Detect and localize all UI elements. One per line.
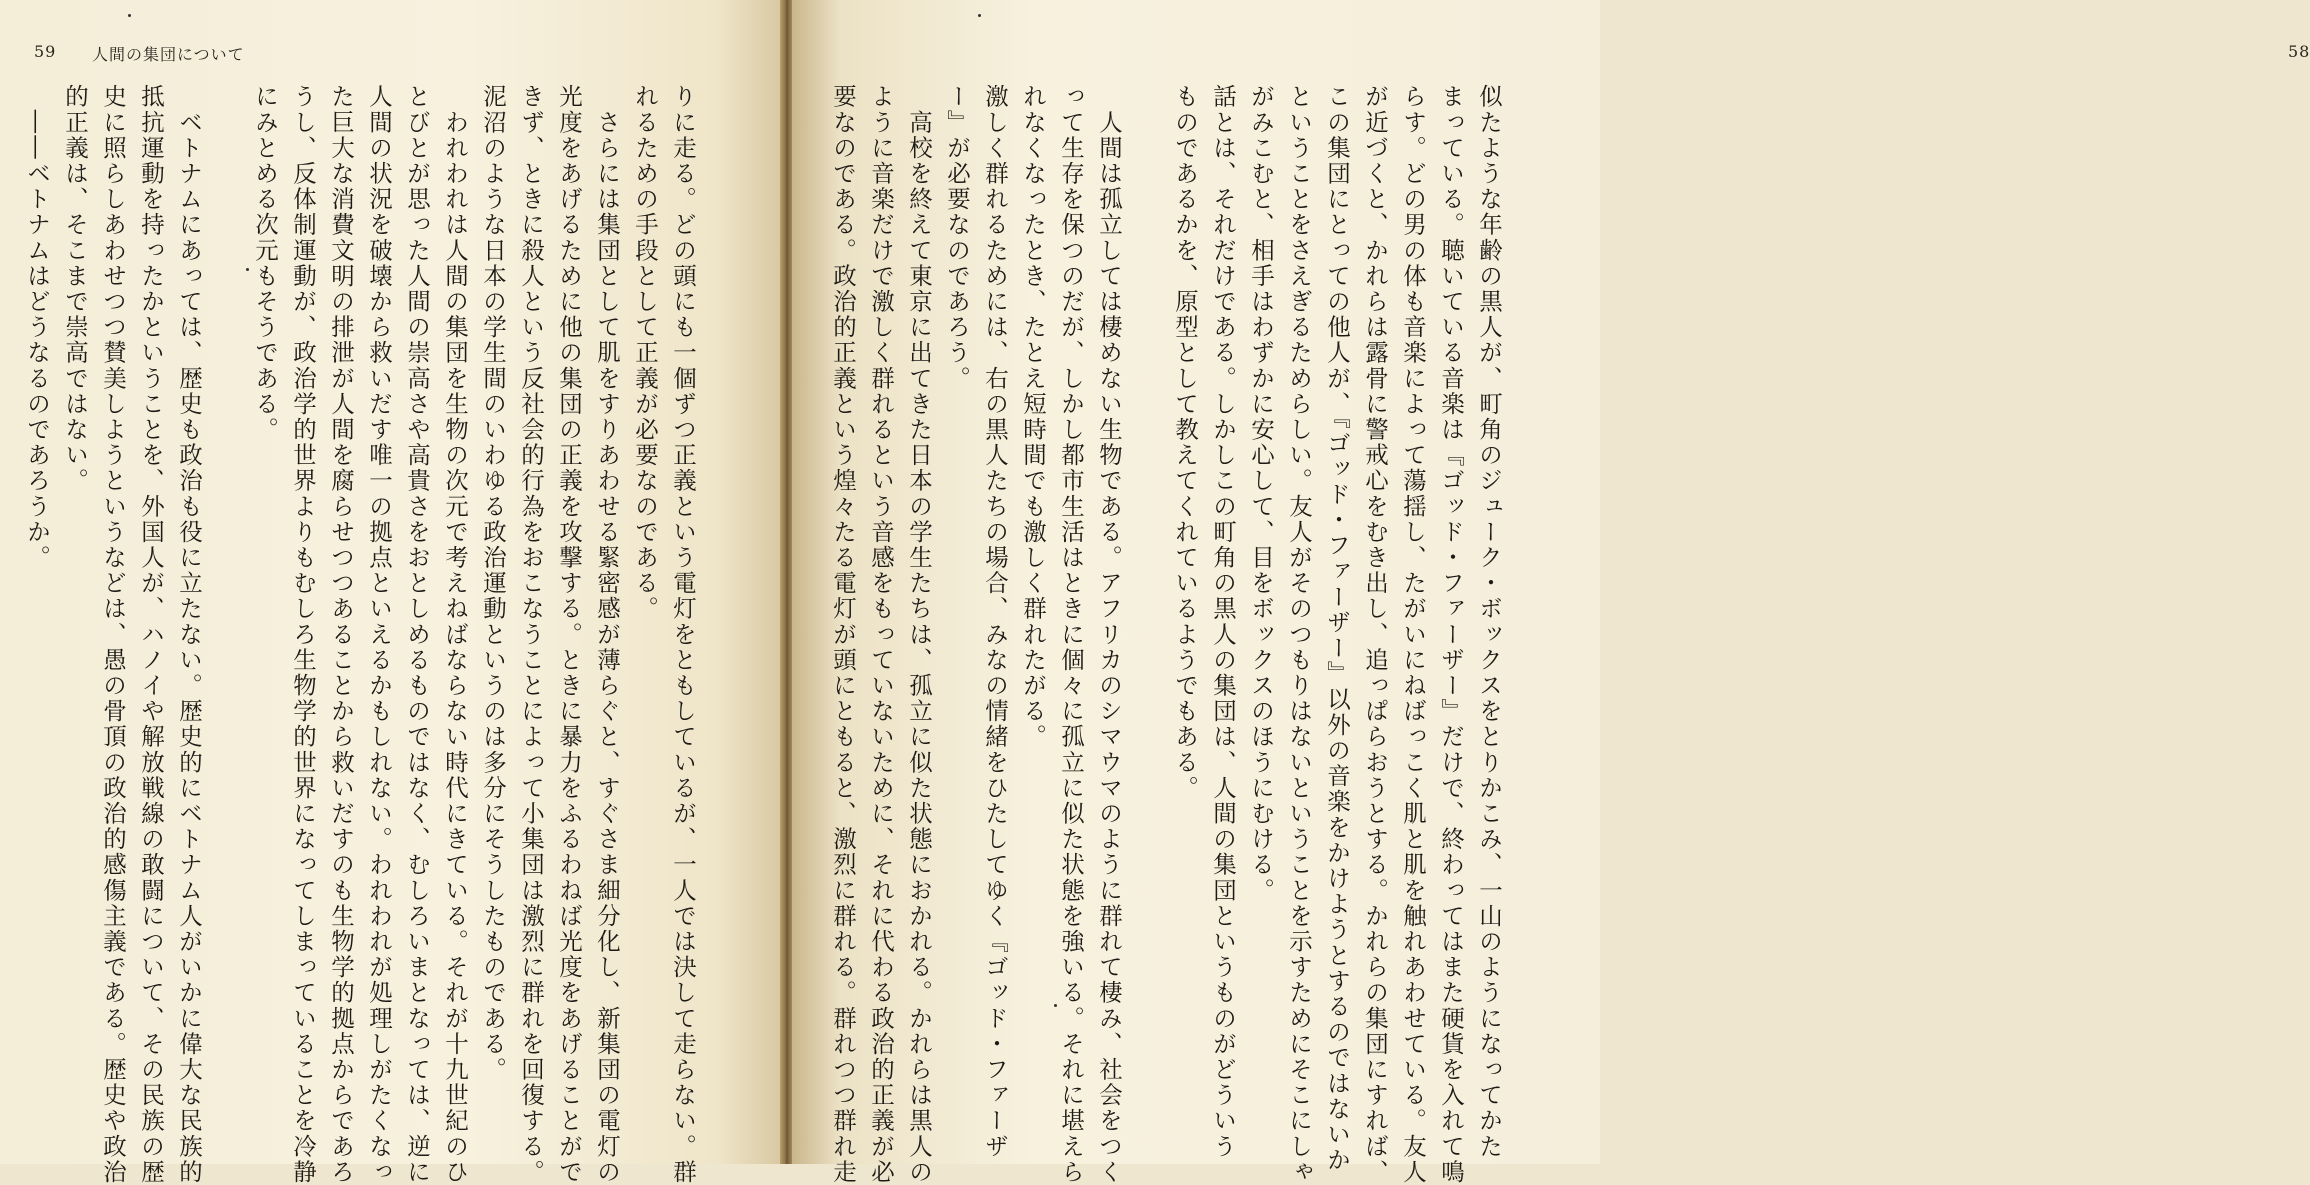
ink-speck [246, 268, 249, 271]
text-line: 人間は孤立しては棲めない生物である。アフリカのシマウマのように群れて棲み、社会をつく [1095, 84, 1123, 1185]
text-line: うし、反体制運動が、政治学的世界よりもむしろ生物学的世界になってしまっていることを冷静 [289, 84, 317, 1185]
text-line: れるための手段として正義が必要なのである。 [631, 84, 659, 622]
text-line: とびとが思った人間の崇高さや高貴さをおとしめるものではなく、むしろいまとなっては、逆に [403, 84, 431, 1185]
text-line: ものであるかを、原型として教えてくれているようでもある。 [1171, 84, 1199, 801]
text-line: ー』が必要なのであろう。 [943, 84, 971, 392]
text-line: ということをさえぎるためらしい。友人がそのつもりはないということを示すためにそこにしゃ [1285, 84, 1313, 1185]
left-page [0, 0, 780, 1185]
ink-speck [978, 14, 981, 17]
text-line: ベトナムにあっては、歴史も政治も役に立たない。歴史的にベトナム人がいかに偉大な民族的 [175, 84, 203, 1185]
text-line: らす。どの男の体も音楽によって蕩揺し、たがいにねばっこく肌と肌を触れあわせている。友人 [1399, 84, 1427, 1185]
text-line: この集団にとっての他人が、『ゴッド・ファーザー』以外の音楽をかけようとするのではないか [1323, 84, 1351, 1174]
text-line: 光度をあげるために他の集団の正義を攻撃する。ときに暴力をふるわねば光度をあげることがで [555, 84, 583, 1185]
text-line: 激しく群れるためには、右の黒人たちの場合、みなの情緒をひたしてゆく『ゴッド・ファーザ [981, 84, 1009, 1160]
text-line [210, 84, 243, 1129]
text-line: 泥沼のような日本の学生間のいわゆる政治運動というのは多分にそうしたものである。 [479, 84, 507, 1083]
text-line: きず、ときに殺人という反社会的行為をおこなうことによって小集団は激烈に群れを回復する。 [517, 84, 545, 1185]
text-line: 話とは、それだけである。しかしこの町角の黒人の集団は、人間の集団というものがどういう [1209, 84, 1237, 1160]
text-line: が近づくと、かれらは露骨に警戒心をむき出し、追っぱらおうとする。かれらの集団にすれば、 [1361, 84, 1389, 1185]
text-line: りに走る。どの頭にも一個ずつ正義という電灯をともしているが、一人では決して走らない。群 [669, 84, 697, 1185]
text-line: さらには集団として肌をすりあわせる緊密感が薄らぐと、すぐさま細分化し、新集団の電灯の [593, 84, 621, 1185]
text-line: ように音楽だけで激しく群れるという音感をもっていないために、それに代わる政治的正義が必 [867, 84, 895, 1185]
ink-speck [128, 14, 131, 17]
right-page [792, 0, 2310, 1185]
ink-speck [1054, 1004, 1057, 1007]
text-line: まっている。聴いている音楽は『ゴッド・ファーザー』だけで、終わってはまた硬貨を入れて鳴 [1437, 84, 1465, 1185]
text-line: われわれは人間の集団を生物の次元で考えねばならない時代にきている。それが十九世紀のひ [441, 84, 469, 1185]
text-line: って生存を保つのだが、しかし都市生活はときに個々に孤立に似た状態を強いる。それに堪えら [1057, 84, 1085, 1185]
text-line: 抵抗運動を持ったかということを、外国人が、ハノイや解放戦線の敢闘について、その民族の歴 [137, 84, 165, 1185]
text-line: にみとめる次元もそうである。 [251, 84, 279, 443]
text-line: 史に照らしあわせつつ賛美しようというなどは、愚の骨頂の政治的感傷主義である。歴史や政治 [99, 84, 127, 1185]
text-line: 要なのである。政治的正義という煌々たる電灯が頭にともると、激烈に群れる。群れつつ群れ走 [829, 84, 857, 1185]
text-line: 的正義は、そこまで崇高ではない。 [61, 84, 89, 494]
text-line: た巨大な消費文明の排泄が人間を腐らせつつあることから救いだすのも生物学的拠点からであろ [327, 84, 355, 1185]
text-line: 似たような年齢の黒人が、町角のジューク・ボックスをとりかこみ、一山のようになってかた [1475, 84, 1503, 1160]
text-line: 人間の状況を破壊から救いだす唯一の拠点といえるかもしれない。われわれが処理しがたくなっ [365, 84, 393, 1185]
text-line: 高校を終えて東京に出てきた日本の学生たちは、孤立に似た状態におかれる。かれらは黒人の [905, 84, 933, 1185]
text-line: がみこむと、相手はわずかに安心して、目をボックスのほうにむける。 [1247, 84, 1275, 904]
text-line: ――ベトナムはどうなるのであろうか。 [23, 84, 51, 571]
left-page-number: 59 [34, 42, 57, 61]
book-gutter [780, 0, 792, 1164]
text-line: れなくなったとき、たとえ短時間でも激しく群れたがる。 [1019, 84, 1047, 750]
running-title: 人間の集団について [92, 45, 245, 64]
right-page-number: 58 [2288, 42, 2310, 61]
text-line [1130, 84, 1163, 1129]
